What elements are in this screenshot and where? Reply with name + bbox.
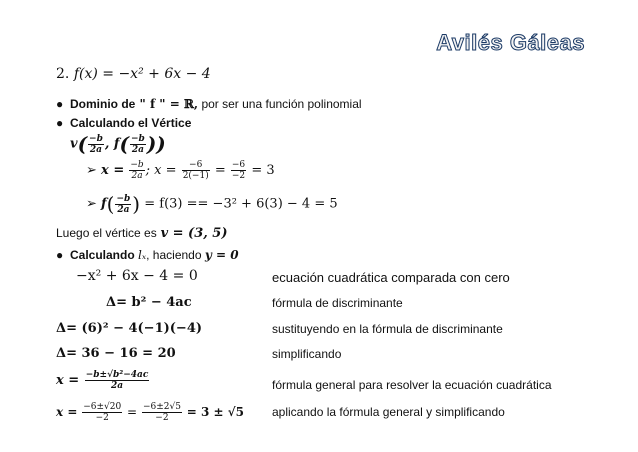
row-general-formula-note: fórmula general para resolver la ecuación cuadrática bbox=[272, 378, 552, 392]
row-solution-left bbox=[56, 402, 244, 423]
bullet-domain bbox=[56, 97, 362, 111]
solution-prefix: x = bbox=[56, 405, 78, 419]
bullet-dot-icon: ● bbox=[56, 116, 64, 130]
step-x-value bbox=[86, 160, 275, 181]
step2-rest: = f(3) == −3² + 6(3) − 4 = 5 bbox=[144, 196, 338, 212]
step1-frac3: $\frac{-6}{-2}$ bbox=[231, 160, 246, 181]
vertex-heading: Calculando el Vértice bbox=[70, 116, 192, 130]
arrow-icon: ➢ bbox=[86, 163, 97, 178]
domain-f: " f " = ℝ, bbox=[135, 97, 199, 111]
general-formula-fraction: $\frac{\text{−b±√b²−4ac}}{2a}$ bbox=[85, 370, 149, 391]
row-simplify-left: Δ= 36 − 16 = 20 bbox=[56, 346, 176, 361]
row-discriminant-left: Δ= b² − 4ac bbox=[106, 295, 192, 310]
vertex-v: v bbox=[70, 136, 78, 152]
row-discriminant-note: fórmula de discriminante bbox=[272, 296, 403, 310]
problem-number: 2. bbox=[56, 66, 70, 82]
bullet-intercept bbox=[56, 248, 239, 262]
step1-frac1: $\frac{-b}{2a}$ bbox=[130, 160, 144, 181]
step1-eq: = bbox=[214, 163, 226, 178]
row-equation-left: −x² + 6x − 4 = 0 bbox=[76, 268, 198, 284]
step-f-value: ➢ f( $\frac{-b}{2a}$ ) = f(3) == −3² + 6(3) − 4 = 5 bbox=[86, 192, 338, 216]
row-solution-note: aplicando la fórmula general y simplificando bbox=[272, 405, 505, 419]
intercept-condition: y = 0 bbox=[204, 248, 239, 262]
domain-label: Dominio de bbox=[70, 97, 136, 111]
vertex-fraction-2: $\frac{-b}{2a}$ bbox=[131, 133, 145, 155]
vertex-fraction: $\frac{-b}{2a}$ bbox=[89, 133, 103, 155]
domain-rest: por ser una función polinomial bbox=[198, 97, 362, 111]
solution-fraction-1: $\frac{-6\pm√20}{-2}$ bbox=[83, 402, 122, 423]
vertex-comma: , f bbox=[104, 136, 120, 152]
brand-title: Avilés Gáleas bbox=[436, 30, 585, 55]
bullet-dot-icon: ● bbox=[56, 97, 64, 111]
vertex-formula: v( $\frac{-b}{2a}$ , f( $\frac{-b}{2a}$ )) bbox=[70, 132, 166, 156]
vertex-conclusion-value: v = (3, 5) bbox=[160, 226, 228, 241]
step2-frac: $\frac{-b}{2a}$ bbox=[116, 193, 131, 215]
general-formula-prefix: x = bbox=[56, 373, 80, 388]
row-equation-note: ecuación cuadrática comparada con cero bbox=[272, 270, 510, 285]
problem-function: f(x) = −x² + 6x − 4 bbox=[73, 66, 211, 82]
vertex-conclusion bbox=[56, 226, 228, 241]
row-simplify-note: simplificando bbox=[272, 347, 342, 361]
intercept-label: Calculando bbox=[70, 248, 135, 262]
step1-result: = 3 bbox=[251, 163, 275, 178]
bullet-dot-icon: ● bbox=[56, 248, 64, 262]
bullet-vertex bbox=[56, 116, 191, 130]
solution-result: = 3 ± √5 bbox=[186, 405, 244, 419]
vertex-conclusion-text: Luego el vértice es bbox=[56, 226, 157, 240]
intercept-mid: , haciendo bbox=[146, 248, 202, 262]
solution-eq: = bbox=[127, 405, 138, 419]
row-general-formula-left bbox=[56, 370, 150, 391]
row-substitution-note: sustituyendo en la fórmula de discriminante bbox=[272, 322, 503, 336]
step1-x: x = bbox=[101, 163, 125, 178]
step1-mid: ; x = bbox=[145, 163, 177, 178]
intercept-lx: lₓ bbox=[138, 248, 147, 262]
problem-statement bbox=[56, 66, 211, 82]
step1-frac2: $\frac{-6}{2(-1)}$ bbox=[182, 160, 209, 181]
row-substitution-left: Δ= (6)² − 4(−1)(−4) bbox=[56, 321, 203, 336]
arrow-icon: ➢ bbox=[86, 196, 97, 212]
solution-fraction-2: $\frac{-6\pm 2√5}{-2}$ bbox=[142, 402, 181, 423]
step2-f: f bbox=[101, 196, 107, 212]
